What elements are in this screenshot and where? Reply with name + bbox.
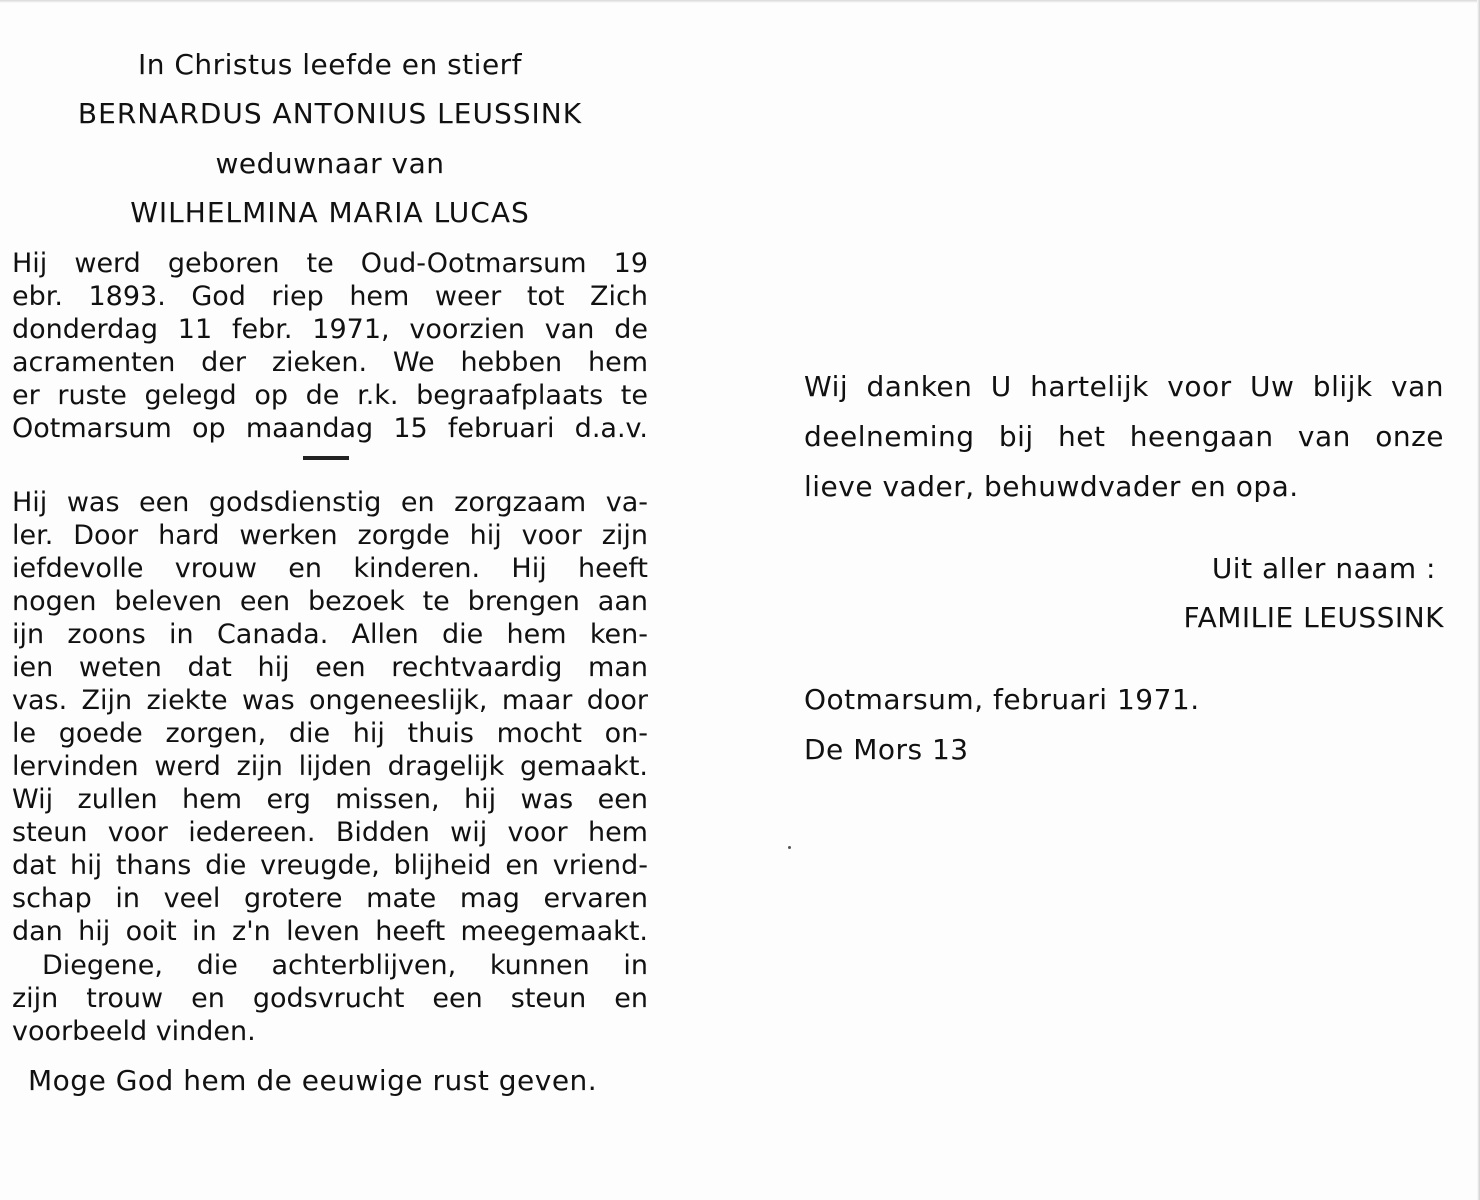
tribute-line: ien weten dat hij een rechtvaardig man [12, 652, 648, 683]
thanks-line: deelneming bij het heengaan van onze [804, 420, 1444, 453]
thanks-line: Wij danken U hartelijk voor Uw blijk van [804, 370, 1444, 403]
thanks-line: lieve vader, behuwdvader en opa. [804, 470, 1299, 503]
tribute-line: iefdevolle vrouw en kinderen. Hij heeft [12, 553, 648, 584]
legacy-line: zijn trouw en godsvrucht een steun en [12, 983, 648, 1014]
tribute-line: nogen beleven een bezoek te brengen aan [12, 586, 648, 617]
signature-family: FAMILIE LEUSSINK [1183, 601, 1444, 634]
place-date: Ootmarsum, februari 1971. [804, 683, 1200, 716]
bio-line: Ootmarsum op maandag 15 februari d.a.v. [12, 413, 648, 444]
tribute-line: dan hij ooit in z'n leven heeft meegemaakt. [12, 916, 648, 947]
tribute-line: steun voor iedereen. Bidden wij voor hem [12, 817, 648, 848]
legacy-line: Diegene, die achterblijven, kunnen in [42, 950, 648, 981]
scan-edge-top [0, 0, 1480, 3]
legacy-line: voorbeeld vinden. [12, 1016, 256, 1047]
tribute-line: dat hij thans die vreugde, blijheid en vriend- [12, 850, 648, 881]
address: De Mors 13 [804, 733, 969, 766]
tribute-line: vas. Zijn ziekte was ongeneeslijk, maar door [12, 685, 648, 716]
bio-line: ebr. 1893. God riep hem weer tot Zich [12, 281, 648, 312]
tribute-line: ijn zoons in Canada. Allen die hem ken- [12, 619, 648, 650]
bio-line: acramenten der zieken. We hebben hem [12, 347, 648, 378]
widower-line: weduwnaar van [215, 147, 445, 180]
bio-line: donderdag 11 febr. 1971, voorzien van de [12, 314, 648, 345]
deceased-name: BERNARDUS ANTONIUS LEUSSINK [77, 97, 583, 130]
tribute-line: schap in veel grotere mate mag ervaren [12, 883, 648, 914]
closing-prayer: Moge God hem de eeuwige rust geven. [28, 1064, 598, 1097]
section-divider [303, 456, 349, 460]
intro-line: In Christus leefde en stierf [137, 48, 523, 81]
tribute-line: lervinden werd zijn lijden dragelijk gemaakt. [12, 751, 648, 782]
signature-intro: Uit aller naam : [1211, 552, 1436, 585]
tribute-line: Hij was een godsdienstig en zorgzaam va- [12, 487, 648, 518]
tribute-line: ler. Door hard werken zorgde hij voor zijn [12, 520, 648, 551]
scan-speck [788, 846, 791, 849]
spouse-name: WILHELMINA MARIA LUCAS [130, 196, 530, 229]
bio-line: Hij werd geboren te Oud-Ootmarsum 19 [12, 248, 648, 279]
tribute-line: le goede zorgen, die hij thuis mocht on- [12, 718, 648, 749]
tribute-line: Wij zullen hem erg missen, hij was een [12, 784, 648, 815]
bio-line: er ruste gelegd op de r.k. begraafplaats te [12, 380, 648, 411]
